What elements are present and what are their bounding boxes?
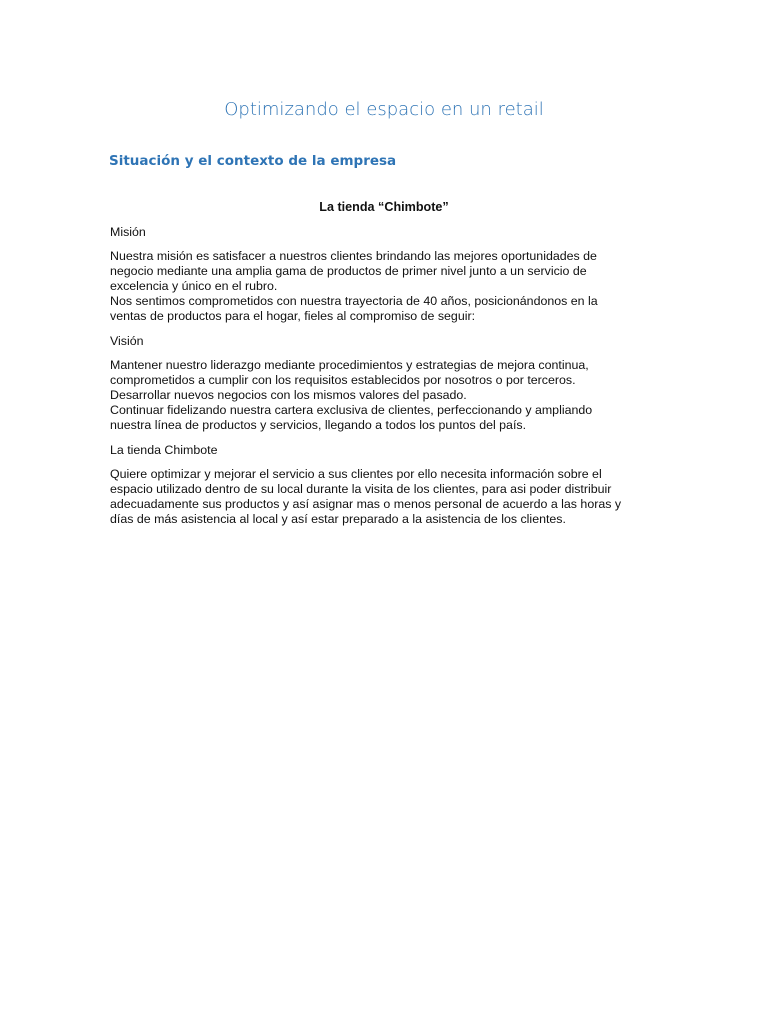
- mission-line: ventas de productos para el hogar, fieles al compromiso de seguir:: [110, 309, 476, 323]
- store-line: días de más asistencia al local y así estar preparado a la asistencia de los clientes.: [110, 512, 566, 526]
- store-section-heading: La tienda Chimbote: [110, 443, 218, 457]
- vision-line: nuestra línea de productos y servicios, llegando a todos los puntos del país.: [110, 418, 527, 432]
- mission-line: excelencia y único en el rubro.: [110, 279, 278, 293]
- mission-line: negocio mediante una amplia gama de productos de primer nivel junto a un servicio de: [110, 264, 587, 278]
- vision-line: Mantener nuestro liderazgo mediante procedimientos y estrategias de mejora continua,: [110, 358, 589, 372]
- vision-heading: Visión: [110, 334, 144, 348]
- store-paragraph: [110, 467, 650, 527]
- section-heading: Situación y el contexto de la empresa: [109, 153, 397, 169]
- store-line: espacio utilizado dentro de su local durante la visita de los clientes, para asi poder distribuir: [110, 482, 612, 496]
- mission-heading: Misión: [110, 225, 146, 239]
- vision-line: Desarrollar nuevos negocios con los mismos valores del pasado.: [110, 388, 467, 402]
- vision-paragraph: [110, 358, 650, 433]
- mission-paragraph: [110, 249, 650, 324]
- vision-line: comprometidos a cumplir con los requisitos establecidos por nosotros o por terceros.: [110, 373, 576, 387]
- mission-line: Nuestra misión es satisfacer a nuestros clientes brindando las mejores oportunidades de: [110, 249, 597, 263]
- store-title: La tienda “Chimbote”: [319, 200, 449, 214]
- mission-line: Nos sentimos comprometidos con nuestra trayectoria de 40 años, posicionándonos en la: [110, 294, 598, 308]
- document-title: Optimizando el espacio en un retail: [224, 99, 544, 120]
- store-line: adecuadamente sus productos y así asignar mas o menos personal de acuerdo a las horas y: [110, 497, 622, 511]
- store-line: Quiere optimizar y mejorar el servicio a sus clientes por ello necesita información sobre el: [110, 467, 602, 481]
- vision-line: Continuar fidelizando nuestra cartera exclusiva de clientes, perfeccionando y ampliando: [110, 403, 593, 417]
